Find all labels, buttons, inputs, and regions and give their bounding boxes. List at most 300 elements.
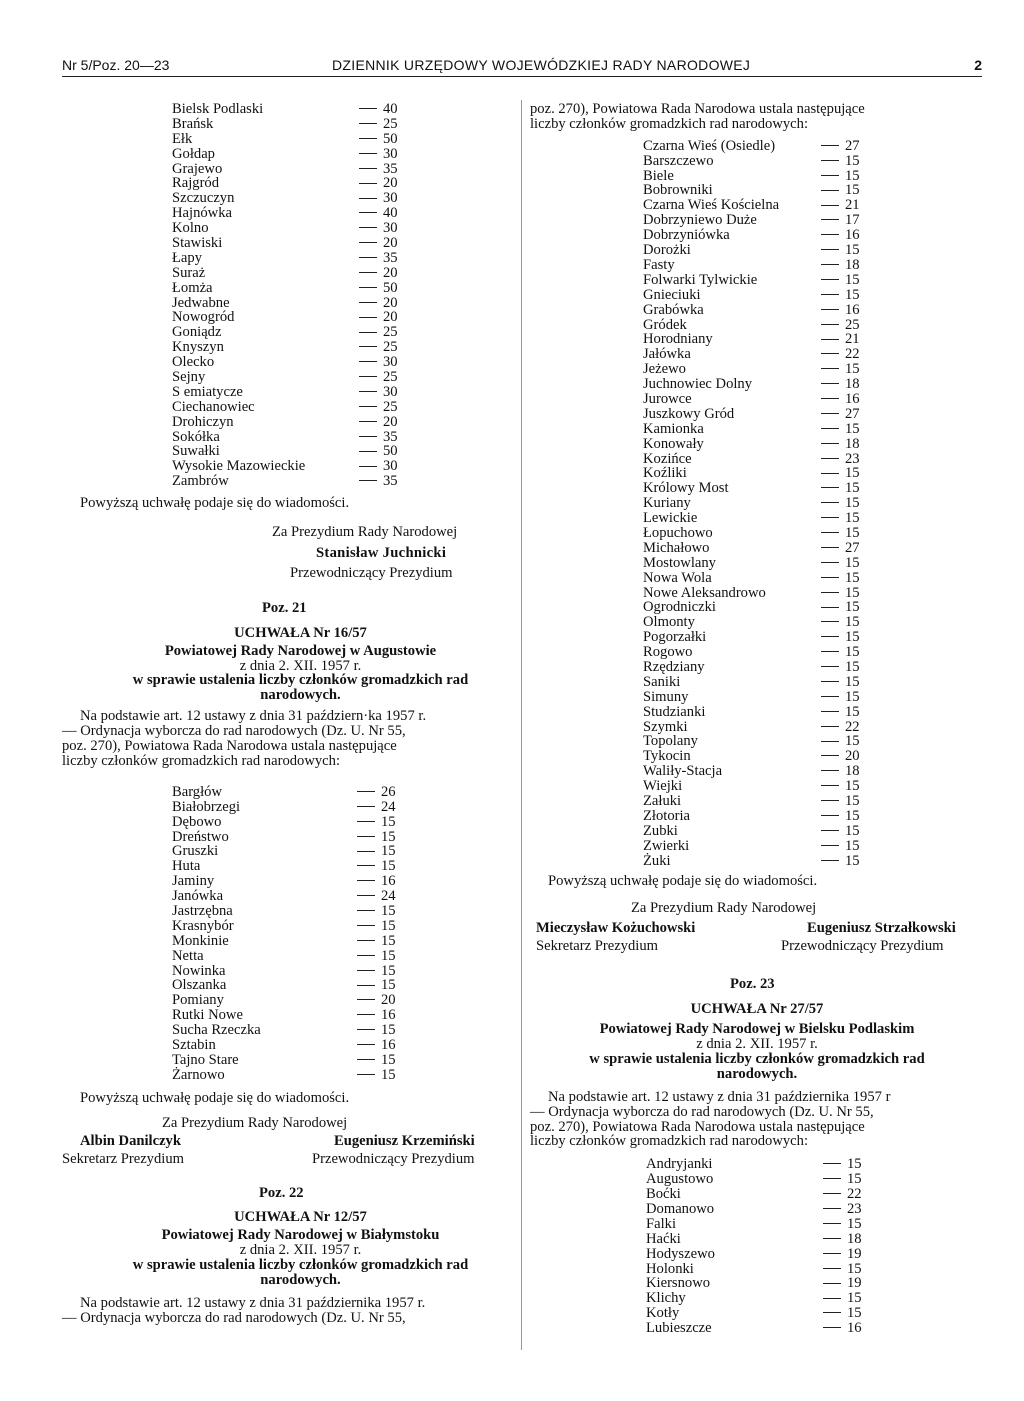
list-item-name: Monkinie xyxy=(172,932,229,949)
list-item-count: 22 xyxy=(845,718,860,735)
list-item-value xyxy=(357,889,396,904)
list-item-count: 15 xyxy=(381,977,396,994)
list-item xyxy=(530,586,984,601)
list-item xyxy=(62,430,514,445)
list-item-name: Gródek xyxy=(643,316,687,333)
poz22-chair-role: Przewodniczący Prezydium xyxy=(781,938,944,955)
dash-separator xyxy=(357,940,375,941)
list-item xyxy=(62,370,514,385)
list-item xyxy=(62,1023,514,1038)
list-item-name: Ogrodniczki xyxy=(643,599,716,616)
list-item-value xyxy=(359,325,398,340)
list-item xyxy=(530,630,984,645)
list-item-value xyxy=(821,690,860,705)
dash-separator xyxy=(821,219,839,220)
list-item-count: 15 xyxy=(845,569,860,586)
list-item-count: 15 xyxy=(847,1305,862,1322)
list-item-name: Lewickie xyxy=(643,510,698,527)
dash-separator xyxy=(821,145,839,146)
list-item-name: Simuny xyxy=(643,688,689,705)
list-item-name: Goniądz xyxy=(172,324,222,341)
dash-separator xyxy=(357,1059,375,1060)
issue-number: Nr 5/Poz. 20—23 xyxy=(62,57,170,73)
list-item xyxy=(62,281,514,296)
dash-separator xyxy=(821,636,839,637)
dash-separator xyxy=(821,175,839,176)
list-item-name: Gołdap xyxy=(172,145,215,162)
list-item-name: Dreństwo xyxy=(172,828,229,845)
list-item xyxy=(530,720,984,735)
list-item-name: Wiejki xyxy=(643,778,683,795)
list-item-count: 25 xyxy=(383,369,398,386)
poz21-list xyxy=(62,785,514,1083)
list-item-name: Tajno Stare xyxy=(172,1051,239,1068)
dash-separator xyxy=(359,332,377,333)
dash-separator xyxy=(821,532,839,533)
poz22-subject-2: narodowych. xyxy=(260,1272,341,1288)
dash-separator xyxy=(821,666,839,667)
right-column xyxy=(530,102,984,1336)
dash-separator xyxy=(359,272,377,273)
dash-separator xyxy=(359,108,377,109)
list-item-count: 15 xyxy=(845,688,860,705)
list-item-count: 15 xyxy=(381,1022,396,1039)
list-item-name: Nowe Aleksandrowo xyxy=(643,584,766,601)
list-item-name: Haćki xyxy=(646,1230,681,1247)
list-item-name: Horodniany xyxy=(643,331,713,348)
dash-separator xyxy=(359,436,377,437)
poz21-closing: Powyższą uchwałę podaje się do wiadomości. xyxy=(80,1089,350,1106)
list-item xyxy=(62,162,514,177)
list-item-value xyxy=(359,162,398,177)
list-item-value xyxy=(357,800,396,815)
list-item-value xyxy=(359,370,398,385)
poz22-subject-1: w sprawie ustalenia liczby członków gromadzkich rad xyxy=(132,1257,469,1274)
list-item-name: Waliły-Stacja xyxy=(643,763,723,780)
dash-separator xyxy=(359,227,377,228)
list-item-value xyxy=(357,1068,396,1083)
list-item xyxy=(62,1038,514,1053)
list-item-count: 20 xyxy=(381,992,396,1009)
dash-separator xyxy=(357,999,375,1000)
dash-separator xyxy=(823,1327,841,1328)
list-item-value xyxy=(357,874,396,889)
list-item-name: Pomiany xyxy=(172,992,224,1009)
list-item-count: 20 xyxy=(383,175,398,192)
poz22-title: UCHWAŁA Nr 12/57 xyxy=(234,1209,367,1226)
list-item xyxy=(530,839,984,854)
list-item xyxy=(62,251,514,266)
list-item-count: 25 xyxy=(383,324,398,341)
list-item xyxy=(62,830,514,845)
poz23-date: z dnia 2. XII. 1957 r. xyxy=(696,1035,818,1052)
list-item-value xyxy=(823,1232,862,1247)
list-item-value xyxy=(359,117,398,132)
dash-separator xyxy=(359,302,377,303)
list-item-count: 40 xyxy=(383,205,398,222)
list-item-value xyxy=(821,511,860,526)
list-item-name: Olecko xyxy=(172,354,215,371)
dash-separator xyxy=(821,383,839,384)
list-item-value xyxy=(821,675,860,690)
poz21-signatures-names xyxy=(62,1134,514,1149)
list-item-value xyxy=(357,934,396,949)
list-item-value xyxy=(823,1217,862,1232)
list-item-name: Ciechanowiec xyxy=(172,398,255,415)
list-item-count: 15 xyxy=(845,182,860,199)
list-item-name: Dobrzyniówka xyxy=(643,227,730,244)
list-item-value xyxy=(821,377,860,392)
poz21-number: Poz. 21 xyxy=(262,599,307,616)
list-item-name: Koźliki xyxy=(643,465,687,482)
list-item xyxy=(62,919,514,934)
list-item xyxy=(530,347,984,362)
list-item-name: Kolno xyxy=(172,220,209,237)
poz21-body: Powiatowej Rady Narodowej w Augustowie xyxy=(164,642,437,659)
list-item-count: 15 xyxy=(381,813,396,830)
journal-title: DZIENNIK URZĘDOWY WOJEWÓDZKIEJ RADY NARODOWEJ xyxy=(332,57,751,73)
list-item-value xyxy=(357,844,396,859)
list-item-count: 15 xyxy=(845,510,860,527)
list-item-name: Netta xyxy=(172,947,204,964)
list-item-name: Załuki xyxy=(643,793,682,809)
list-item-value xyxy=(823,1247,862,1262)
list-item xyxy=(62,147,514,162)
list-item-name: Hajnówka xyxy=(172,205,232,222)
list-item-value xyxy=(359,191,398,206)
dash-separator xyxy=(821,651,839,652)
poz23-subject-2: narodowych. xyxy=(716,1065,798,1082)
list-item-name: Fasty xyxy=(643,256,675,273)
list-item-value xyxy=(821,362,860,377)
list-item xyxy=(530,407,984,422)
dash-separator xyxy=(359,451,377,452)
list-item-name: Zwierki xyxy=(643,837,690,854)
poz21-presidium: Za Prezydium Rady Narodowej xyxy=(162,1114,348,1131)
list-item xyxy=(62,325,514,340)
list-item-value xyxy=(359,474,398,489)
list-item xyxy=(62,176,514,191)
dash-separator xyxy=(821,264,839,265)
dash-separator xyxy=(821,726,839,727)
list-item xyxy=(62,355,514,370)
list-item-name: Augustowo xyxy=(646,1171,714,1188)
list-item-name: Lubieszcze xyxy=(646,1320,712,1337)
list-item xyxy=(62,785,514,800)
list-item xyxy=(62,102,514,117)
list-item xyxy=(530,377,984,392)
list-item-name: Rajgród xyxy=(172,175,220,192)
list-item-name: Dorożki xyxy=(643,242,691,259)
list-item-count: 30 xyxy=(383,354,398,371)
dash-separator xyxy=(357,970,375,971)
list-item-count: 15 xyxy=(845,733,860,750)
dash-separator xyxy=(359,123,377,124)
list-item-count: 18 xyxy=(845,763,860,780)
list-item-value xyxy=(359,340,398,355)
list-item xyxy=(530,600,984,615)
list-item-value xyxy=(357,964,396,979)
list-item xyxy=(530,1232,984,1247)
list-item xyxy=(530,556,984,571)
dash-separator xyxy=(357,955,375,956)
list-item-count: 35 xyxy=(383,249,398,266)
list-item-value xyxy=(357,993,396,1008)
list-item xyxy=(62,934,514,949)
dash-separator xyxy=(357,865,375,866)
dash-separator xyxy=(823,1193,841,1194)
list-item xyxy=(530,511,984,526)
poz22-presidium: Za Prezydium Rady Narodowej xyxy=(631,900,817,917)
dash-separator xyxy=(821,502,839,503)
list-item xyxy=(62,904,514,919)
list-item-value xyxy=(821,422,860,437)
list-item-name: Barszczewo xyxy=(643,152,714,169)
list-item xyxy=(62,296,514,311)
dash-separator xyxy=(359,138,377,139)
list-item-count: 15 xyxy=(847,1156,862,1173)
list-item-value xyxy=(821,720,860,735)
dash-separator xyxy=(821,487,839,488)
list-item-count: 27 xyxy=(845,137,860,154)
poz22-chair-name: Eugeniusz Strzałkowski xyxy=(807,920,956,937)
list-item-value xyxy=(823,1291,862,1306)
dash-separator xyxy=(821,815,839,816)
list-item xyxy=(530,749,984,764)
list-item-value xyxy=(821,764,860,779)
list-item xyxy=(530,496,984,511)
list-item-name: Pogorzałki xyxy=(643,629,707,646)
list-item-value xyxy=(357,1038,396,1053)
list-item-name: Królowy Most xyxy=(643,480,729,497)
poz21-subject-1: w sprawie ustalenia liczby członków gromadzkich rad xyxy=(132,672,469,689)
list-item-count: 15 xyxy=(845,793,860,809)
list-item-count: 24 xyxy=(381,798,396,815)
list-item-value xyxy=(357,919,396,934)
list-item-count: 16 xyxy=(847,1320,862,1337)
list-item xyxy=(530,332,984,347)
list-item xyxy=(530,362,984,377)
list-item-count: 30 xyxy=(383,145,398,162)
list-item-count: 15 xyxy=(381,843,396,860)
dash-separator xyxy=(359,183,377,184)
list-item-name: Grajewo xyxy=(172,160,223,177)
list-item-count: 15 xyxy=(845,584,860,601)
list-item-name: Krasnybór xyxy=(172,917,234,934)
list-item-name: Jaminy xyxy=(172,873,215,890)
list-item-count: 15 xyxy=(845,644,860,661)
list-item-value xyxy=(823,1276,862,1291)
dash-separator xyxy=(357,880,375,881)
list-item-value xyxy=(821,630,860,645)
list-item-count: 15 xyxy=(845,614,860,631)
list-item xyxy=(530,139,984,154)
list-item-count: 35 xyxy=(383,473,398,490)
list-item-count: 15 xyxy=(381,1051,396,1068)
list-item-name: Mostowlany xyxy=(643,554,716,571)
list-item-count: 15 xyxy=(847,1290,862,1307)
list-item xyxy=(530,1172,984,1187)
list-item xyxy=(62,993,514,1008)
dash-separator xyxy=(359,376,377,377)
dash-separator xyxy=(821,562,839,563)
list-item-value xyxy=(821,228,860,243)
list-item xyxy=(530,1306,984,1321)
list-item-count: 20 xyxy=(383,413,398,430)
dash-separator xyxy=(359,317,377,318)
list-item xyxy=(530,541,984,556)
list-item-name: Stawiski xyxy=(172,235,223,252)
poz23-subject-1: w sprawie ustalenia liczby członków gromadzkich rad xyxy=(589,1050,925,1067)
list-item xyxy=(62,340,514,355)
list-item-count: 30 xyxy=(383,383,398,400)
list-item-value xyxy=(357,1008,396,1023)
list-item-value xyxy=(359,415,398,430)
dash-separator xyxy=(821,339,839,340)
list-item xyxy=(62,964,514,979)
dash-separator xyxy=(821,592,839,593)
dash-separator xyxy=(821,160,839,161)
poz21-basis-1: Na podstawie art. 12 ustawy z dnia 31 październ·ka 1957 r. xyxy=(80,708,427,725)
list-item-count: 15 xyxy=(381,1066,396,1083)
list-item-count: 15 xyxy=(845,778,860,795)
list-item-value xyxy=(821,854,860,869)
list-item-count: 15 xyxy=(845,480,860,497)
dash-separator xyxy=(821,785,839,786)
list-item-value xyxy=(821,318,860,333)
list-item-name: Biele xyxy=(643,167,674,184)
list-item-name: Suwałki xyxy=(172,443,220,460)
list-item-count: 16 xyxy=(845,390,860,407)
list-item-value xyxy=(359,266,398,281)
list-item-value xyxy=(821,452,860,467)
list-item-name: Łomża xyxy=(172,279,213,296)
list-item-count: 15 xyxy=(381,858,396,875)
dash-separator xyxy=(359,287,377,288)
list-item-value xyxy=(823,1157,862,1172)
dash-separator xyxy=(357,821,375,822)
list-item-name: Sokółka xyxy=(172,428,220,445)
dash-separator xyxy=(357,895,375,896)
list-item-name: Kamionka xyxy=(643,420,704,437)
list-item-value xyxy=(821,466,860,481)
list-item xyxy=(530,675,984,690)
list-item-name: Nowa Wola xyxy=(643,569,712,586)
poz20-closing: Powyższą uchwałę podaje się do wiadomości. xyxy=(80,495,350,512)
dash-separator xyxy=(359,168,377,169)
poz21-basis-4: liczby członków gromadzkich rad narodowych: xyxy=(62,752,340,769)
list-item-count: 15 xyxy=(847,1215,862,1232)
poz21-date: z dnia 2. XII. 1957 r. xyxy=(239,657,362,674)
poz21-basis-3: poz. 270), Powiatowa Rada Narodowa ustala następujące xyxy=(62,738,397,755)
poz23-basis-3: poz. 270), Powiatowa Rada Narodowa ustala następujące xyxy=(530,1118,865,1135)
list-item xyxy=(530,660,984,675)
dash-separator xyxy=(823,1283,841,1284)
list-item-count: 16 xyxy=(381,1036,396,1053)
list-item-name: Łapy xyxy=(172,249,202,266)
list-item-count: 23 xyxy=(845,450,860,467)
poz20-signer-role: Przewodniczący Prezydium xyxy=(290,564,453,581)
poz21-title: UCHWAŁA Nr 16/57 xyxy=(234,624,367,641)
list-item xyxy=(62,206,514,221)
list-item-name: Rutki Nowe xyxy=(172,1007,243,1024)
dash-separator xyxy=(821,845,839,846)
list-item-name: Klichy xyxy=(646,1290,686,1307)
list-item-count: 30 xyxy=(383,220,398,237)
list-item-count: 15 xyxy=(845,807,860,824)
poz20-presidium: Za Prezydium Rady Narodowej xyxy=(272,524,458,541)
list-item-count: 15 xyxy=(845,271,860,288)
list-item-value xyxy=(821,749,860,764)
list-item-name: Falki xyxy=(646,1215,676,1232)
poz22-secretary-name: Mieczysław Kożuchowski xyxy=(536,920,696,937)
poz21-secretary-role: Sekretarz Prezydium xyxy=(62,1151,184,1168)
list-item-name: Topolany xyxy=(643,733,698,750)
list-item-count: 25 xyxy=(383,339,398,356)
dash-separator xyxy=(821,413,839,414)
list-item-name: Jeżewo xyxy=(643,361,686,378)
list-item-count: 15 xyxy=(845,629,860,646)
dash-separator xyxy=(823,1298,841,1299)
dash-separator xyxy=(357,851,375,852)
list-item-name: Kozińce xyxy=(643,450,692,467)
list-item-name: Gruszki xyxy=(172,843,219,860)
list-item-name: Dębowo xyxy=(172,813,222,830)
dash-separator xyxy=(359,361,377,362)
list-item-count: 17 xyxy=(845,212,860,229)
list-item-value xyxy=(823,1321,862,1336)
list-item-name: Szczuczyn xyxy=(172,190,235,207)
poz22-basis-3: poz. 270), Powiatowa Rada Narodowa ustala następujące xyxy=(530,101,865,117)
list-item xyxy=(530,318,984,333)
list-item xyxy=(62,132,514,147)
list-item-name: Saniki xyxy=(643,673,681,690)
list-item-value xyxy=(359,430,398,445)
dash-separator xyxy=(821,205,839,206)
list-item-value xyxy=(823,1187,862,1202)
list-item-value xyxy=(821,332,860,347)
list-item xyxy=(62,889,514,904)
list-item xyxy=(530,198,984,213)
poz23-body: Powiatowej Rady Narodowej w Bielsku Podlaskim xyxy=(599,1021,915,1038)
dash-separator xyxy=(357,1044,375,1045)
dash-separator xyxy=(821,473,839,474)
list-item xyxy=(530,243,984,258)
list-item-count: 15 xyxy=(845,852,860,869)
dash-separator xyxy=(357,1029,375,1030)
list-item xyxy=(530,824,984,839)
list-item xyxy=(62,444,514,459)
list-item-value xyxy=(823,1306,862,1321)
list-item-value xyxy=(821,779,860,794)
list-item-name: Zambrów xyxy=(172,473,229,490)
dash-separator xyxy=(821,294,839,295)
list-item xyxy=(530,1187,984,1202)
dash-separator xyxy=(357,1014,375,1015)
dash-separator xyxy=(359,153,377,154)
list-item-name: Bobrowniki xyxy=(643,182,713,199)
list-item-count: 18 xyxy=(847,1230,862,1247)
list-item xyxy=(530,809,984,824)
dash-separator xyxy=(357,1074,375,1075)
list-item-name: Andryjanki xyxy=(646,1156,713,1173)
list-item-name: Jedwabne xyxy=(172,294,230,311)
list-item-value xyxy=(359,132,398,147)
list-item xyxy=(530,615,984,630)
list-item-value xyxy=(821,392,860,407)
list-item-value xyxy=(821,526,860,541)
list-item-name: Sejny xyxy=(172,369,206,386)
